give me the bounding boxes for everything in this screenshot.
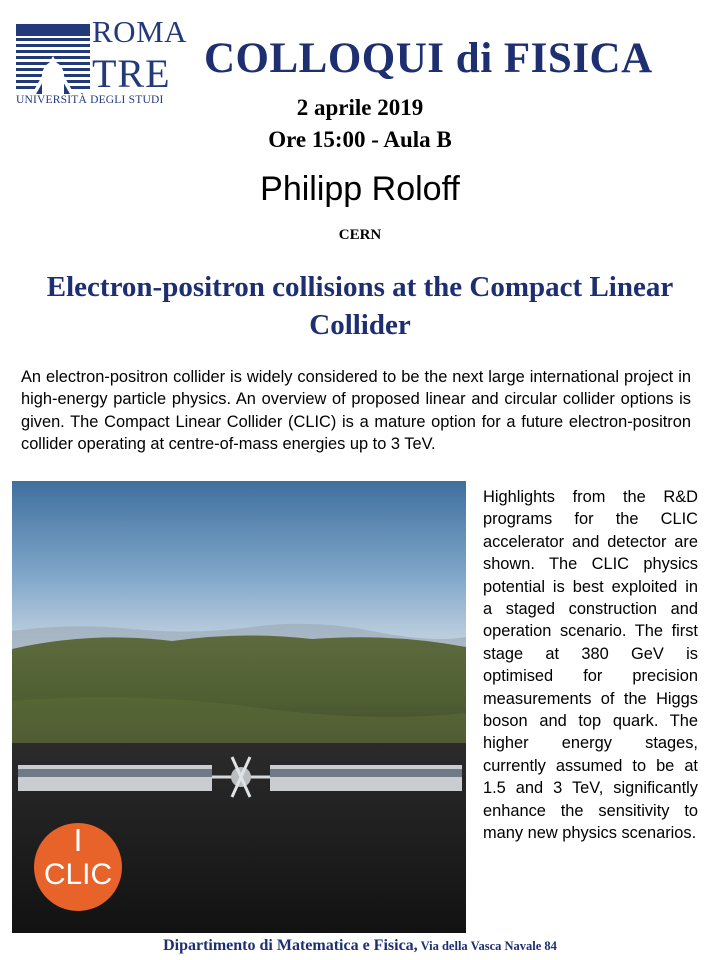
logo-university-text: UNIVERSITÀ DEGLI STUDI (16, 94, 164, 106)
speaker-name: Philipp Roloff (260, 170, 460, 208)
logo-roma-text: ROMA (92, 14, 188, 49)
abstract-paragraph-1: An electron-positron collider is widely considered to be the next large international project in high-energy particle physics. An overview of proposed linear and circular collider options is given. The Compact Linear Collider (CLIC) is a mature option for a future electron-positron collider operating at centre-of-mass energies up to 3 TeV. (21, 368, 691, 454)
clic-logo-text: CLIC (43, 858, 113, 891)
footer-department: Dipartimento di Matematica e Fisica, (163, 937, 418, 954)
event-date: 2 aprile 2019 (296, 95, 424, 120)
clic-landscape-photo (12, 481, 466, 933)
logo-tre-text: TRE (92, 51, 171, 96)
talk-title: Electron-positron collisions at the Compact Linear Collider (46, 271, 674, 341)
footer (0, 937, 720, 955)
speaker-affiliation: CERN (338, 227, 382, 243)
footer-address: Via della Vasca Navale 84 (417, 939, 557, 953)
abstract-paragraph-2: Highlights from the R&D programs for the CLIC accelerator and detector are shown. The CLIC physics potential is best exploited in a staged construction and operation scenario. The first stage at 380 GeV is optimised for precision measurements of the Higgs boson and top quark. The higher energy stages, currently assumed to be at 1.5 and 3 TeV, significantly enhance the sensitivity to many new physics scenarios. (483, 488, 698, 843)
event-time-room: Ore 15:00 - Aula B (268, 127, 452, 152)
series-title: COLLOQUI di FISICA (204, 35, 653, 82)
